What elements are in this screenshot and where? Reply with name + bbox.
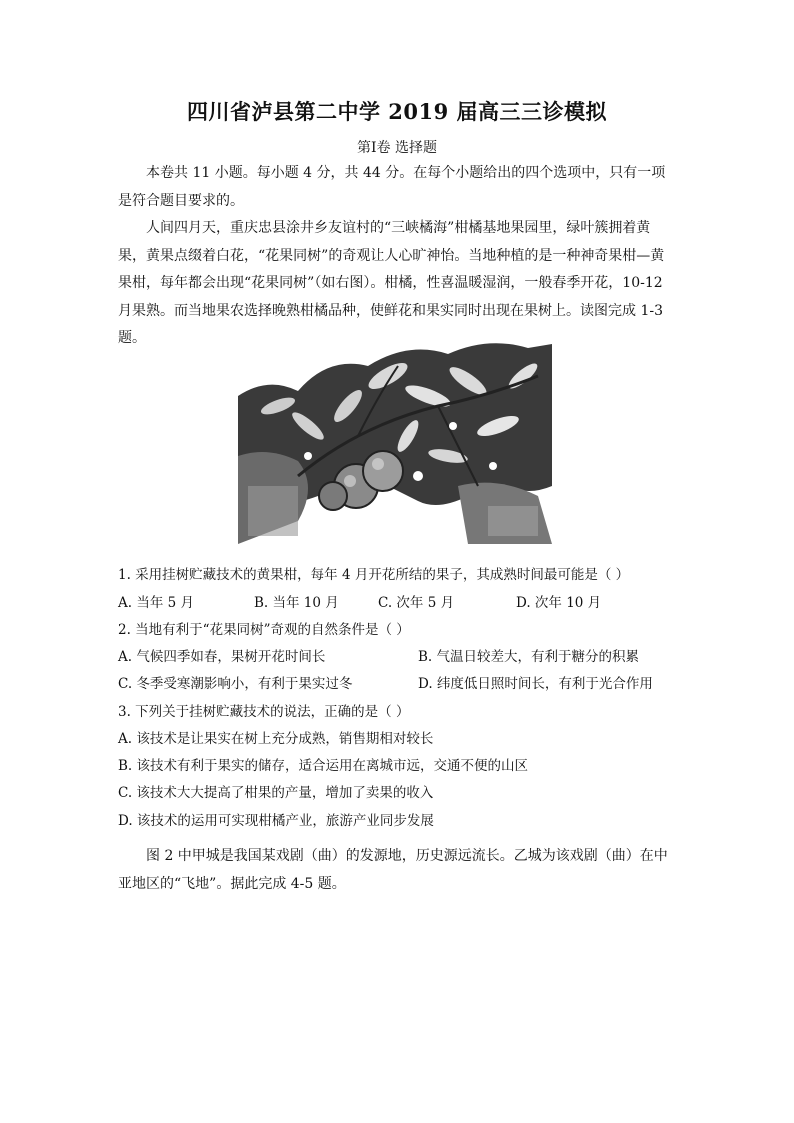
question-1-option-c: C. 次年 5 月: [378, 595, 455, 611]
question-1-option-a: A. 当年 5 月: [118, 595, 195, 611]
passage-paragraph-1: 人间四月天，重庆忠县涂井乡友谊村的“三峡橘海”柑橘基地果园里，绿叶簇拥着黄果，黄果点缀着白花，“花果同树”的奇观让人心旷神怡。当地种植的是一种神奇果柑—黄果柑，每年都会出现“花果同树”（如右图）。柑橘，性喜温暖湿润，一般春季开花，10-12 月果熟。而当地果农选择晚熟柑橘品种，使鲜花和果实同时出现在果树上。读图完成 1-3 题。: [118, 220, 665, 346]
question-2-stem: 2. 当地有利于“花果同树”奇观的自然条件是（ ）: [118, 622, 410, 638]
orange-tree-photo: [238, 336, 552, 544]
page-title: 四川省泸县第二中学 2019 届高三三诊模拟: [186, 99, 608, 124]
question-1-stem: 1. 采用挂树贮藏技术的黄果柑，每年 4 月开花所结的果子，其成熟时间最可能是（ ）: [118, 567, 630, 583]
question-3-stem: 3. 下列关于挂树贮藏技术的说法，正确的是（ ）: [118, 704, 410, 720]
question-2-option-d: D. 纬度低日照时间长，有利于光合作用: [418, 676, 653, 692]
question-2-option-b: B. 气温日较差大，有利于糖分的积累: [418, 649, 640, 665]
question-3-option-d: D. 该技术的运用可实现柑橘产业，旅游产业同步发展: [118, 813, 434, 829]
intro-paragraph: 本卷共 11 小题。每小题 4 分，共 44 分。在每个小题给出的四个选项中，只有一项是符合题目要求的。: [118, 165, 666, 209]
question-1-option-b: B. 当年 10 月: [254, 595, 339, 611]
orange-tree-image: [238, 336, 552, 544]
section-title: 第Ⅰ卷 选择题: [357, 140, 437, 156]
question-3-option-b: B. 该技术有利于果实的储存，适合运用在离城市远，交通不便的山区: [118, 758, 529, 774]
question-3-option-c: C. 该技术大大提高了柑果的产量，增加了卖果的收入: [118, 785, 434, 801]
question-2-option-a: A. 气候四季如春，果树开花时间长: [118, 649, 326, 665]
passage-paragraph-2: 图 2 中甲城是我国某戏剧（曲）的发源地，历史源远流长。乙城为该戏剧（曲）在中亚地区的“飞地”。据此完成 4-5 题。: [118, 848, 668, 892]
question-3-option-a: A. 该技术是让果实在树上充分成熟，销售期相对较长: [118, 731, 434, 747]
question-1-option-d: D. 次年 10 月: [516, 595, 602, 611]
question-2-option-c: C. 冬季受寒潮影响小，有利于果实过冬: [118, 676, 353, 692]
